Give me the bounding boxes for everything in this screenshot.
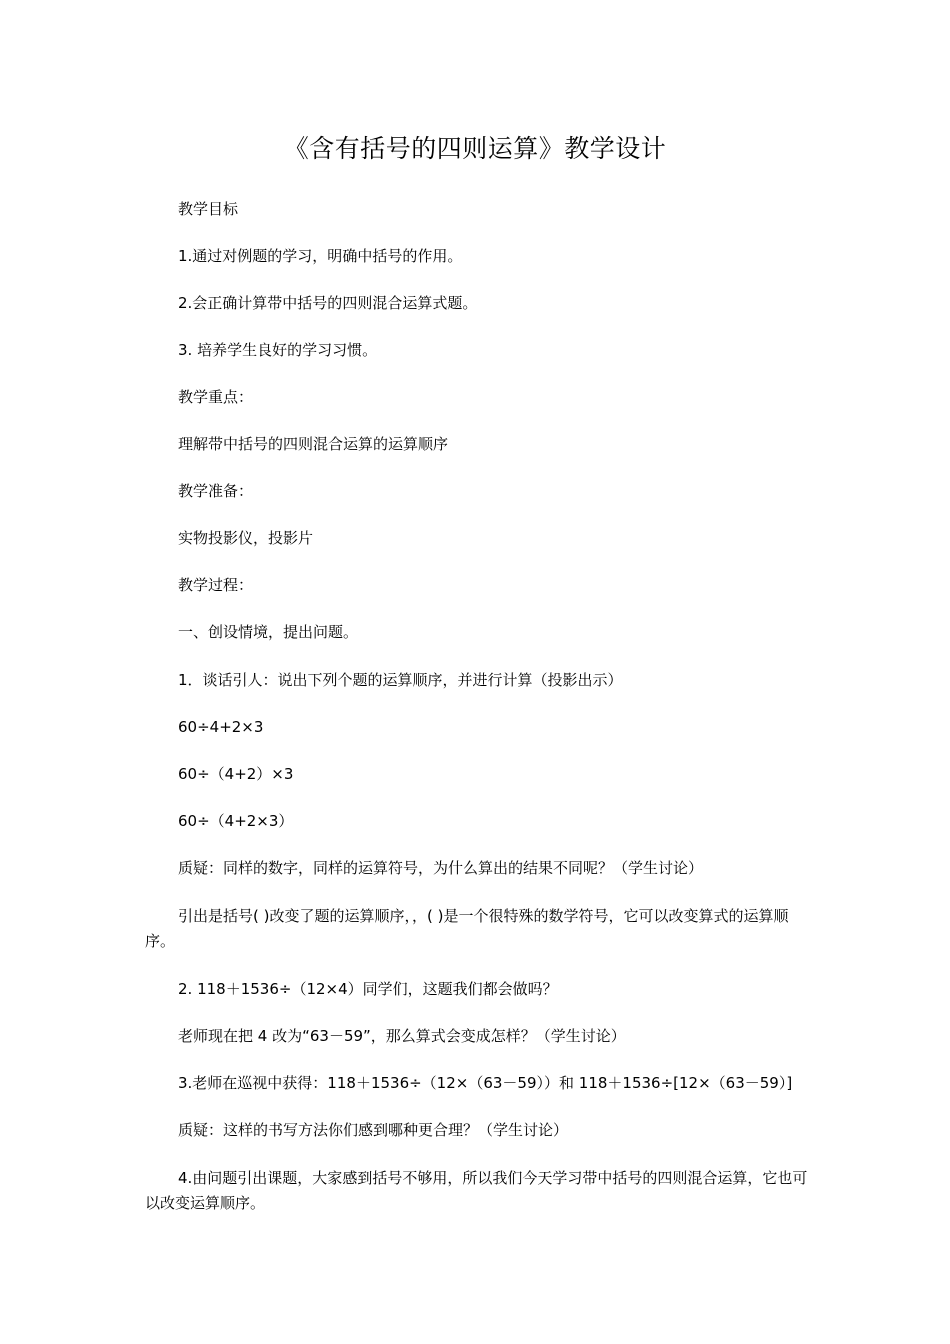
- goal-item-1: 1.通过对例题的学习，明确中括号的作用。: [178, 247, 463, 265]
- document-title: 《含有括号的四则运算》教学设计: [283, 134, 667, 163]
- expression-1: 60÷4+2×3: [178, 718, 264, 736]
- section-heading-preparation: 教学准备：: [178, 482, 254, 500]
- preparation-text: 实物投影仪，投影片: [178, 529, 314, 547]
- goal-item-2: 2.会正确计算带中括号的四则混合运算式题。: [178, 294, 478, 312]
- goal-item-3: 3. 培养学生良好的学习习惯。: [178, 341, 378, 359]
- expression-3: 60÷（4+2×3）: [178, 812, 294, 830]
- conclusion-paragraph: 4.由问题引出课题，大家感到括号不够用，所以我们今天学习带中括号的四则混合运算，它也可以改变运算顺序。: [145, 1169, 808, 1212]
- section-heading-key-points: 教学重点：: [178, 388, 254, 406]
- explanation-paragraph: 引出是括号( )改变了题的运算顺序，，( )是一个很特殊的数学符号，它可以改变算式的运算顺序。: [145, 907, 789, 950]
- teacher-change-paragraph: 老师现在把 4 改为“63－59”，那么算式会变成怎样？（学生讨论）: [178, 1027, 626, 1045]
- section-heading-process: 教学过程：: [178, 576, 254, 594]
- question-paragraph-2: 质疑：这样的书写方法你们感到哪种更合理？（学生讨论）: [178, 1121, 569, 1139]
- example-paragraph-2: 2. 118＋1536÷（12×4）同学们，这题我们都会做吗？: [178, 980, 558, 998]
- key-point-text: 理解带中括号的四则混合运算的运算顺序: [178, 435, 449, 453]
- expression-2: 60÷（4+2）×3: [178, 765, 294, 783]
- question-paragraph-1: 质疑：同样的数字，同样的运算符号，为什么算出的结果不同呢？（学生讨论）: [178, 859, 704, 877]
- paragraph-intro: 1．谈话引人：说出下列个题的运算顺序，并进行计算（投影出示）: [178, 671, 623, 689]
- section-heading-goals: 教学目标: [178, 200, 239, 218]
- process-step-heading: 一、创设情境，提出问题。: [178, 623, 359, 641]
- observation-paragraph: 3.老师在巡视中获得：118＋1536÷（12×（63－59））和 118＋1536÷[12×（63－59）]: [178, 1074, 793, 1092]
